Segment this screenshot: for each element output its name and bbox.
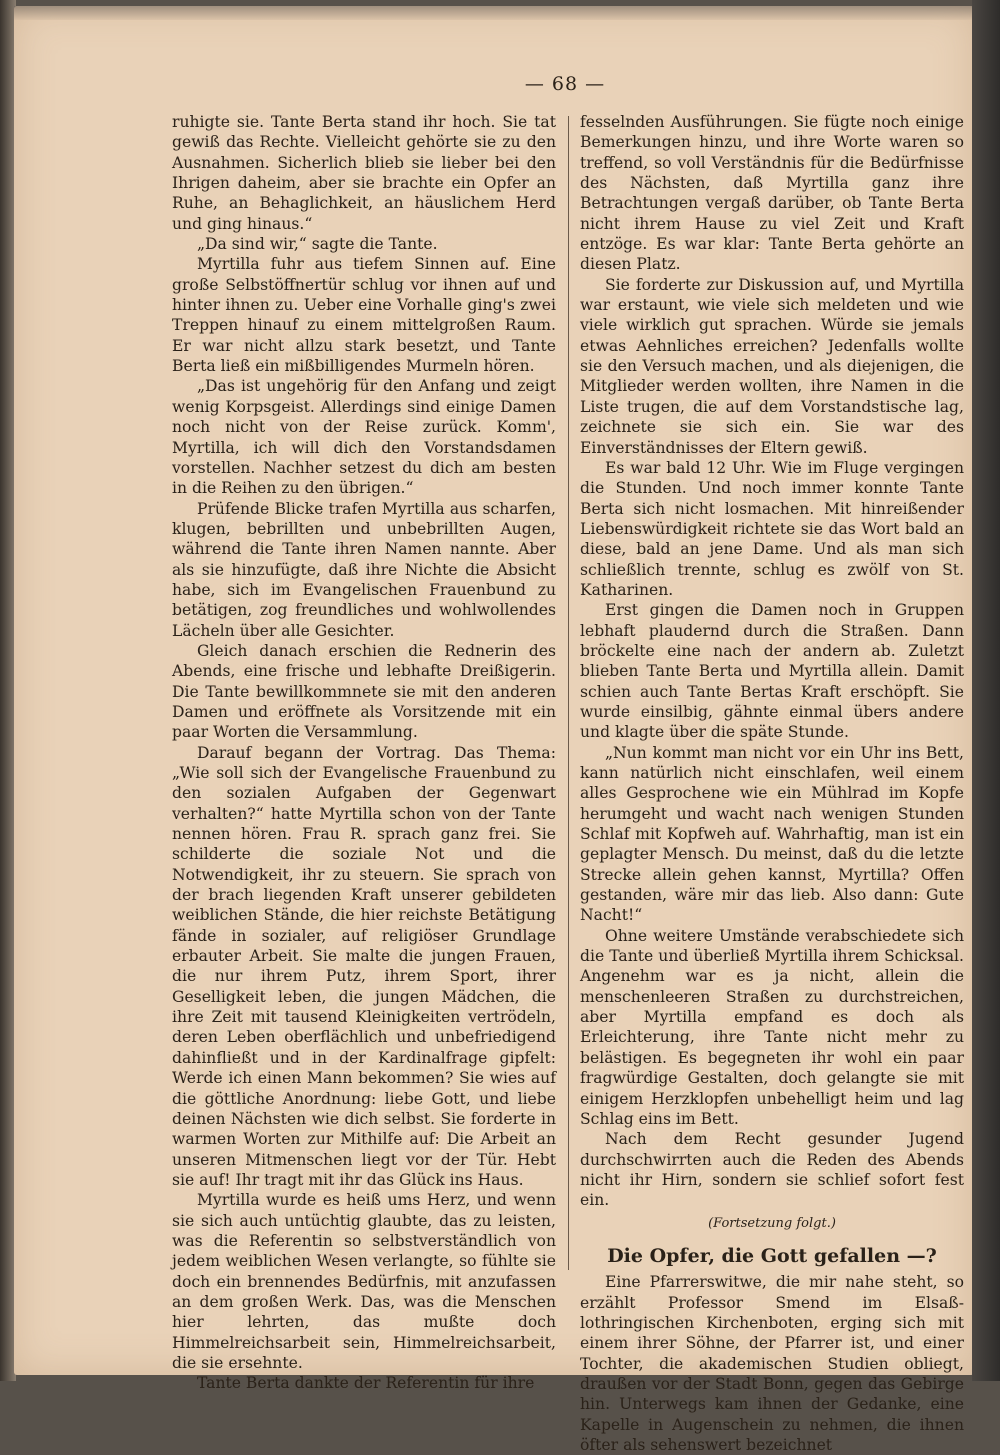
paragraph: ruhigte sie. Tante Berta stand ihr hoch. Sie tat gewiß das Rechte. Vielleicht gehörte sie zu den Ausnahmen. Sicherlich blieb sie lieber bei den Ihrigen daheim, aber sie brachte ein Opfer an Ruhe, an Behaglichkeit, an häuslichem Herd und ging hinaus.“: [172, 113, 556, 233]
paragraph: Sie forderte zur Diskussion auf, und Myrtilla war erstaunt, wie viele sich meldeten und wie viele wirklich gut sprachen. Würde sie jemals etwas Aehnliches erreichen? Jedenfalls wollte sie den Versuch machen, und als diejenigen, die Mitglieder werden wollten, ihre Namen in die Liste trugen, die auf dem Vorstandstische lag, zeichnete sie sich ein. Sie war des Einverständnisses der Eltern gewiß.: [580, 275, 964, 457]
paragraph: Es war bald 12 Uhr. Wie im Fluge vergingen die Stunden. Und noch immer konnte Tante Berta sich nicht losmachen. Mit hinreißender Liebenswürdigkeit richtete sie das Wort bald an diese, bald an jene Dame. Und als man sich schließlich trennte, schlug es zwölf von St. Katharinen.: [580, 458, 964, 599]
paragraph: Prüfende Blicke trafen Myrtilla aus scharfen, klugen, bebrillten und unbebrillten Augen, während die Tante ihren Namen nannte. Aber als sie hinzufügte, daß ihre Nichte die Absicht habe, sich im Evangelischen Frauenbund zu betätigen, zog freundliches und wohlwollendes Lächeln über alle Gesichter.: [172, 499, 556, 640]
paragraph: „Da sind wir,“ sagte die Tante.: [196, 235, 438, 254]
paragraph: fesselnden Ausführungen. Sie fügte noch einige Bemerkungen hinzu, und ihre Worte waren so treffend, so voll Verständnis für die Bedürfnisse des Nächsten, daß Myrtilla ganz ihre Betrachtungen vergaß darüber, ob Tante Berta nicht ihrem Hause zu viel Zeit und Kraft entzöge. Es war klar: Tante Berta gehörte an diesen Platz.: [580, 113, 964, 274]
paragraph: Darauf begann der Vortrag. Das Thema: „Wie soll sich der Evangelische Frauenbund zu den sozialen Aufgaben der Gegenwart verhalten?“ hatte Myrtilla schon von der Tante nennen hören. Frau R. sprach ganz frei. Sie schilderte die soziale Not und die Notwendigkeit, ihr zu steuern. Sie sprach von der brach liegenden Kraft unserer gebildeten weiblichen Stände, die hier reichste Betätigung fände in sozialer, auf religiöser Grundlage erbauter Arbeit. Sie malte die jungen Frauen, die nur ihrem Putz, ihrem Sport, ihrer Geselligkeit leben, die jungen Mädchen, die ihre Zeit mit tausend Kleinigkeiten vertrödeln, deren Leben oberflächlich und unbefriedigend dahinfließt und in der Kardinalfrage gipfelt: Werde ich einen Mann bekommen? Sie wies auf die göttliche Anordnung: liebe Gott, und liebe deinen Nächsten wie dich selbst. Sie forderte in warmen Worten zur Mithilfe auf: Die Arbeit an unseren Mitmenschen liegt vor der Tür. Hebt sie auf! Ihr tragt mit ihr das Glück ins Haus.: [172, 743, 556, 1189]
paragraph: Ohne weitere Umstände verabschiedete sich die Tante und überließ Myrtilla ihrem Schicksal. Angenehm war es ja nicht, allein die menschenleeren Straßen zu durchstreichen, aber Myrtilla empfand es doch als Erleichterung, ihre Tante nicht mehr zu belästigen. Es begegneten ihr wohl ein paar fragwürdige Gestalten, doch gelangte sie mit einigem Herzklopfen unbehelligt heim und lag Schlag eins im Bett.: [580, 926, 964, 1128]
paragraph: Myrtilla wurde es heiß ums Herz, und wenn sie sich auch untüchtig glaubte, das zu leisten, was die Referentin so selbstverständlich von jedem weiblichen Wesen verlangte, so fühlte sie doch ein brennendes Bedürfnis, mit anzufassen an dem großen Werk. Das, was die Menschen hier lehrten, das mußte doch Himmelreichsarbeit sein, Himmelreichsarbeit, die sie ersehnte.: [172, 1191, 556, 1372]
paragraph: Gleich danach erschien die Rednerin des Abends, eine frische und lebhafte Dreißigerin. Die Tante bewillkommnete sie mit den anderen Damen und eröffnete als Vorsitzende mit ein paar Worten die Versammlung.: [172, 641, 556, 742]
page-top-shadow: [14, 6, 974, 20]
paragraph: „Nun kommt man nicht vor ein Uhr ins Bett, kann natürlich nicht einschlafen, weil einem alles Gesprochene wie ein Mühlrad im Kopfe herumgeht und wacht nach wenigen Stunden Schlaf mit Kopfweh auf. Wahrhaftig, man ist ein geplagter Mensch. Du meinst, daß du die letzte Strecke allein gehen kannst, Myrtilla? Offen gestanden, wäre mir das lieb. Also dann: Gute Nacht!“: [580, 743, 964, 925]
page-number: — 68 —: [524, 73, 606, 95]
paragraph: Erst gingen die Damen noch in Gruppen lebhaft plaudernd durch die Straßen. Dann bröckelte eine nach der andern ab. Zuletzt blieben Tante Berta und Myrtilla allein. Damit schien auch Tante Bertas Kraft erschöpft. Sie wurde einsilbig, gähnte einmal übers andere und klagte über die späte Stunde.: [580, 601, 964, 742]
left-column: [172, 112, 556, 1394]
article-headline: Die Opfer, die Gott gefallen —?: [607, 1244, 937, 1267]
paragraph: Nach dem Recht gesunder Jugend durchschwirrten auch die Reden des Abends nicht ihr Hirn, sondern sie schlief sofort fest ein.: [580, 1130, 964, 1210]
paragraph: Tante Berta dankte der Referentin für ihre: [196, 1374, 535, 1393]
paragraph: Myrtilla fuhr aus tiefem Sinnen auf. Eine große Selbstöffnertür schlug vor ihnen auf und hinter ihnen zu. Ueber eine Vorhalle ging's zwei Treppen hinauf zu einem mittelgroßen Raum. Er war nicht allzu stark besetzt, und Tante Berta ließ ein mißbilligendes Murmeln hören.: [172, 255, 556, 376]
right-column: [580, 112, 964, 1455]
paragraph: „Das ist ungehörig für den Anfang und zeigt wenig Korpsgeist. Allerdings sind einige Damen noch nicht von der Reise zurück. Komm', Myrtilla, ich will dich den Vorstandsdamen vorstellen. Nachher setzest du dich am besten in die Reihen zu den übrigen.“: [172, 377, 556, 498]
article-paragraph: Eine Pfarrerswitwe, die mir nahe steht, so erzählt Professor Smend im Elsaß-lothringischen Kirchenboten, erging sich mit einem ihrer Söhne, der Pfarrer ist, und einer Tochter, die akademischen Studien obliegt, draußen vor der Stadt Bonn, gegen das Gebirge hin. Unterwegs kam ihnen der Gedanke, eine Kapelle in Augenschein zu nehmen, die ihnen öfter als sehenswert bezeichnet: [580, 1273, 964, 1454]
column-divider: [568, 116, 569, 1270]
book-binding: [972, 0, 1000, 1381]
continuation-note: (Fortsetzung folgt.): [708, 1215, 836, 1231]
